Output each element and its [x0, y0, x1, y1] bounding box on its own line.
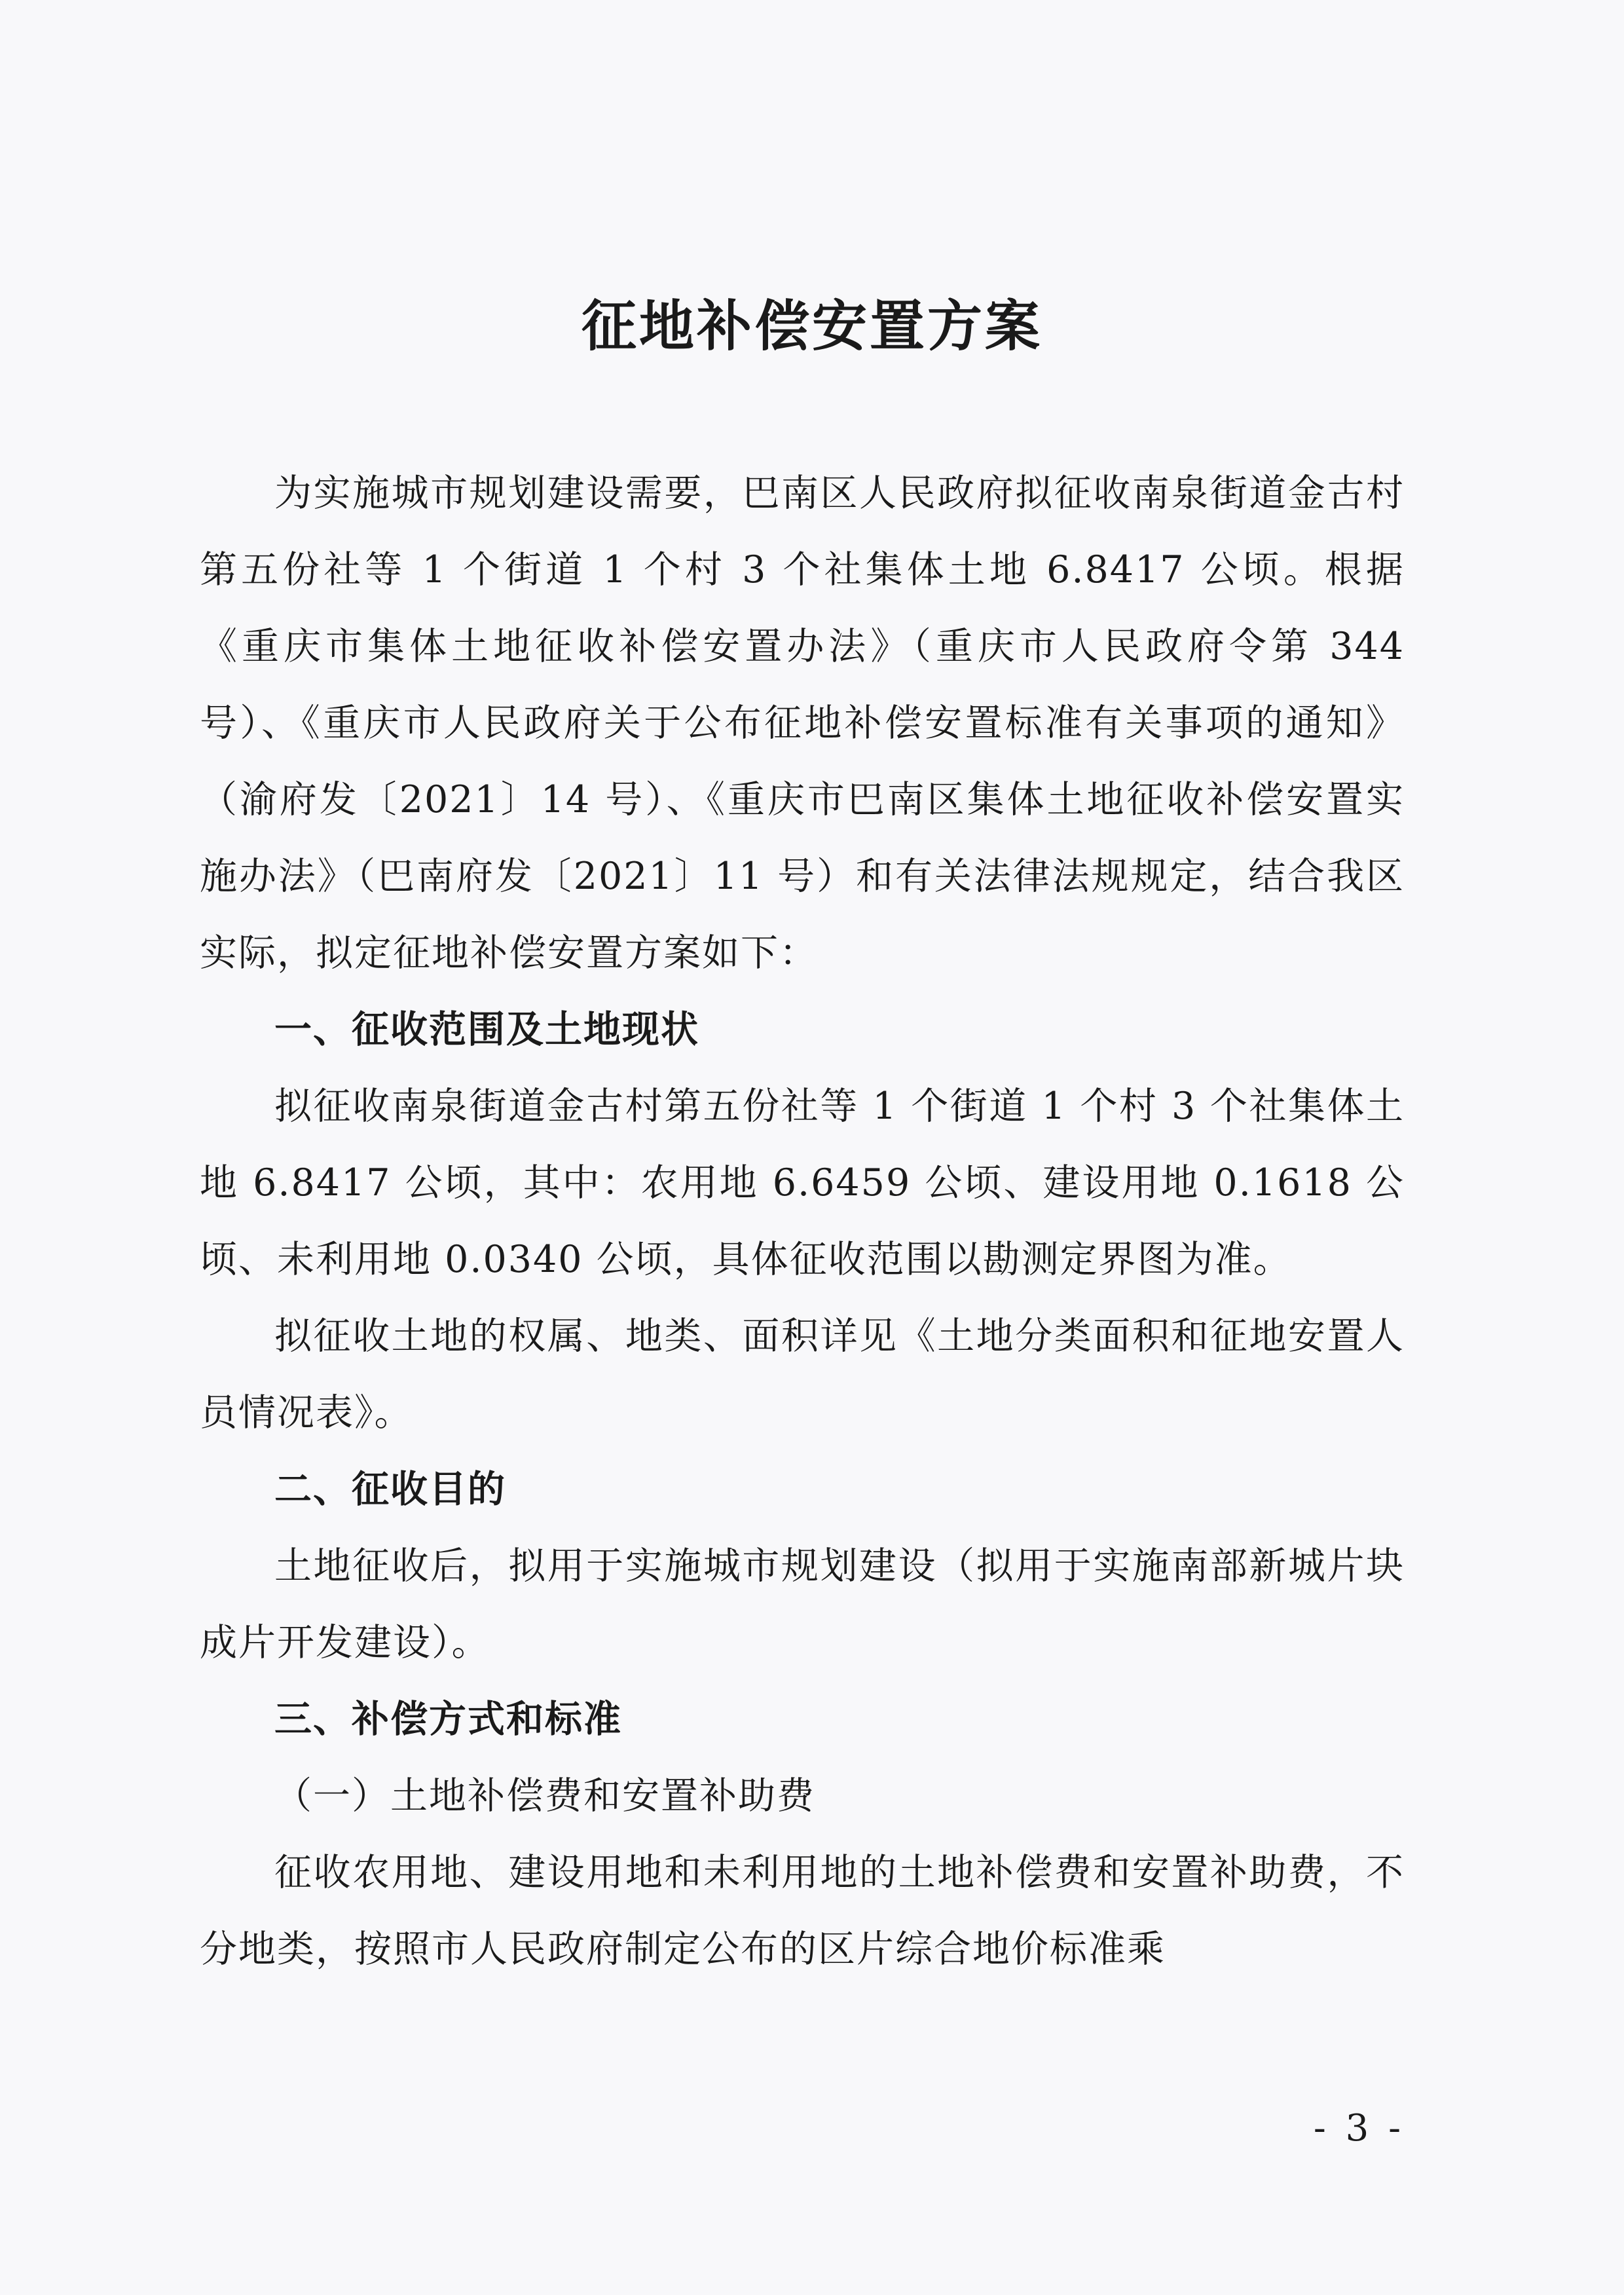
section2-heading: 二、征收目的	[274, 1468, 506, 1511]
section3-heading: 三、补偿方式和标准	[274, 1698, 622, 1741]
page-number: - 3 -	[1313, 2107, 1405, 2150]
section3-subheading-1: （一）土地补偿费和安置补助费	[274, 1774, 815, 1818]
section2-paragraph-1: 土地征收后，拟用于实施城市规划建设（拟用于实施南部新城片块成片开发建设）。	[200, 1544, 1405, 1664]
intro-paragraph: 为实施城市规划建设需要，巴南区人民政府拟征收南泉街道金古村第五份社等 1 个街道 1 个村 3 个社集体土地 6.8417 公顷。根据《重庆市集体土地征收补偿安置办法》（重庆市人民政府令第 344 号）、《重庆市人民政府关于公布征地补偿安置标准有关事项的通知》（渝府发〔2021〕14 号）、《重庆市巴南区集体土地征收补偿安置实施办法》（巴南府发〔2021〕11 号）和有关法律法规规定，结合我区实际，拟定征地补偿安置方案如下：	[200, 472, 1405, 975]
document-body	[200, 455, 1405, 1988]
section1-paragraph-2: 拟征收土地的权属、地类、面积详见《土地分类面积和征地安置人员情况表》。	[200, 1315, 1405, 1434]
section3-paragraph-1: 征收农用地、建设用地和未利用地的土地补偿费和安置补助费，不分地类，按照市人民政府制定公布的区片综合地价标准乘	[200, 1851, 1405, 1971]
section1-paragraph-1: 拟征收南泉街道金古村第五份社等 1 个街道 1 个村 3 个社集体土地 6.8417 公顷，其中：农用地 6.6459 公顷、建设用地 0.1618 公顷、未利用地 0.0340 公顷，具体征收范围以勘测定界图为准。	[200, 1085, 1405, 1281]
section1-heading: 一、征收范围及土地现状	[274, 1008, 699, 1051]
document-title: 征地补偿安置方案	[581, 294, 1043, 358]
